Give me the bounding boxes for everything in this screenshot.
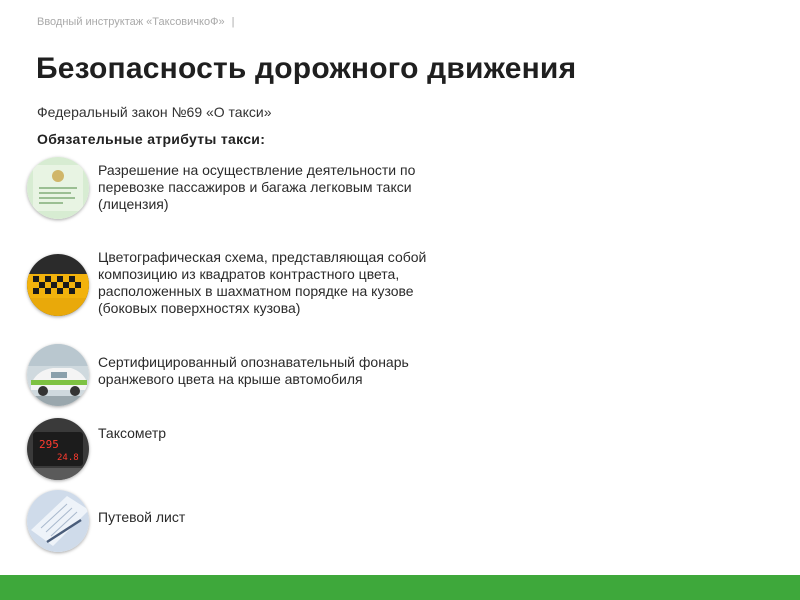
- law-reference: Федеральный закон №69 «О такси»: [37, 104, 272, 120]
- taximeter-icon: [27, 418, 89, 480]
- taxi-car-icon: [27, 344, 89, 406]
- header-breadcrumb: [37, 16, 234, 28]
- footer-bar: [0, 575, 800, 600]
- svg-text:295: 295: [39, 438, 59, 451]
- breadcrumb-separator: |: [231, 16, 235, 28]
- waybill-icon: [27, 490, 89, 552]
- item-roof-lamp-text: Сертифицированный опознавательный фонарь оранжевого цвета на крыше автомобиля: [98, 354, 409, 387]
- svg-text:24.8: 24.8: [57, 453, 79, 463]
- checker-pattern-icon: [27, 254, 89, 316]
- license-document-icon: [27, 157, 89, 219]
- item-license-text: Разрешение на осуществление деятельности по перевозке пассажиров и багажа легковым такси (лицензия): [98, 162, 416, 212]
- item-taximeter-text: Таксометр: [98, 425, 167, 441]
- page-title: Безопасность дорожного движения: [36, 52, 577, 85]
- breadcrumb-text: Вводный инструктаж «ТаксовичкоФ»: [37, 16, 225, 28]
- item-waybill-text: Путевой лист: [98, 509, 186, 525]
- attributes-heading: Обязательные атрибуты такси:: [37, 131, 266, 147]
- item-color-scheme-text: Цветографическая схема, представляющая собой композицию из квадратов контрастного цвета, расположенных в шахматном порядке на кузове (боковых поверхностях кузова): [98, 249, 427, 316]
